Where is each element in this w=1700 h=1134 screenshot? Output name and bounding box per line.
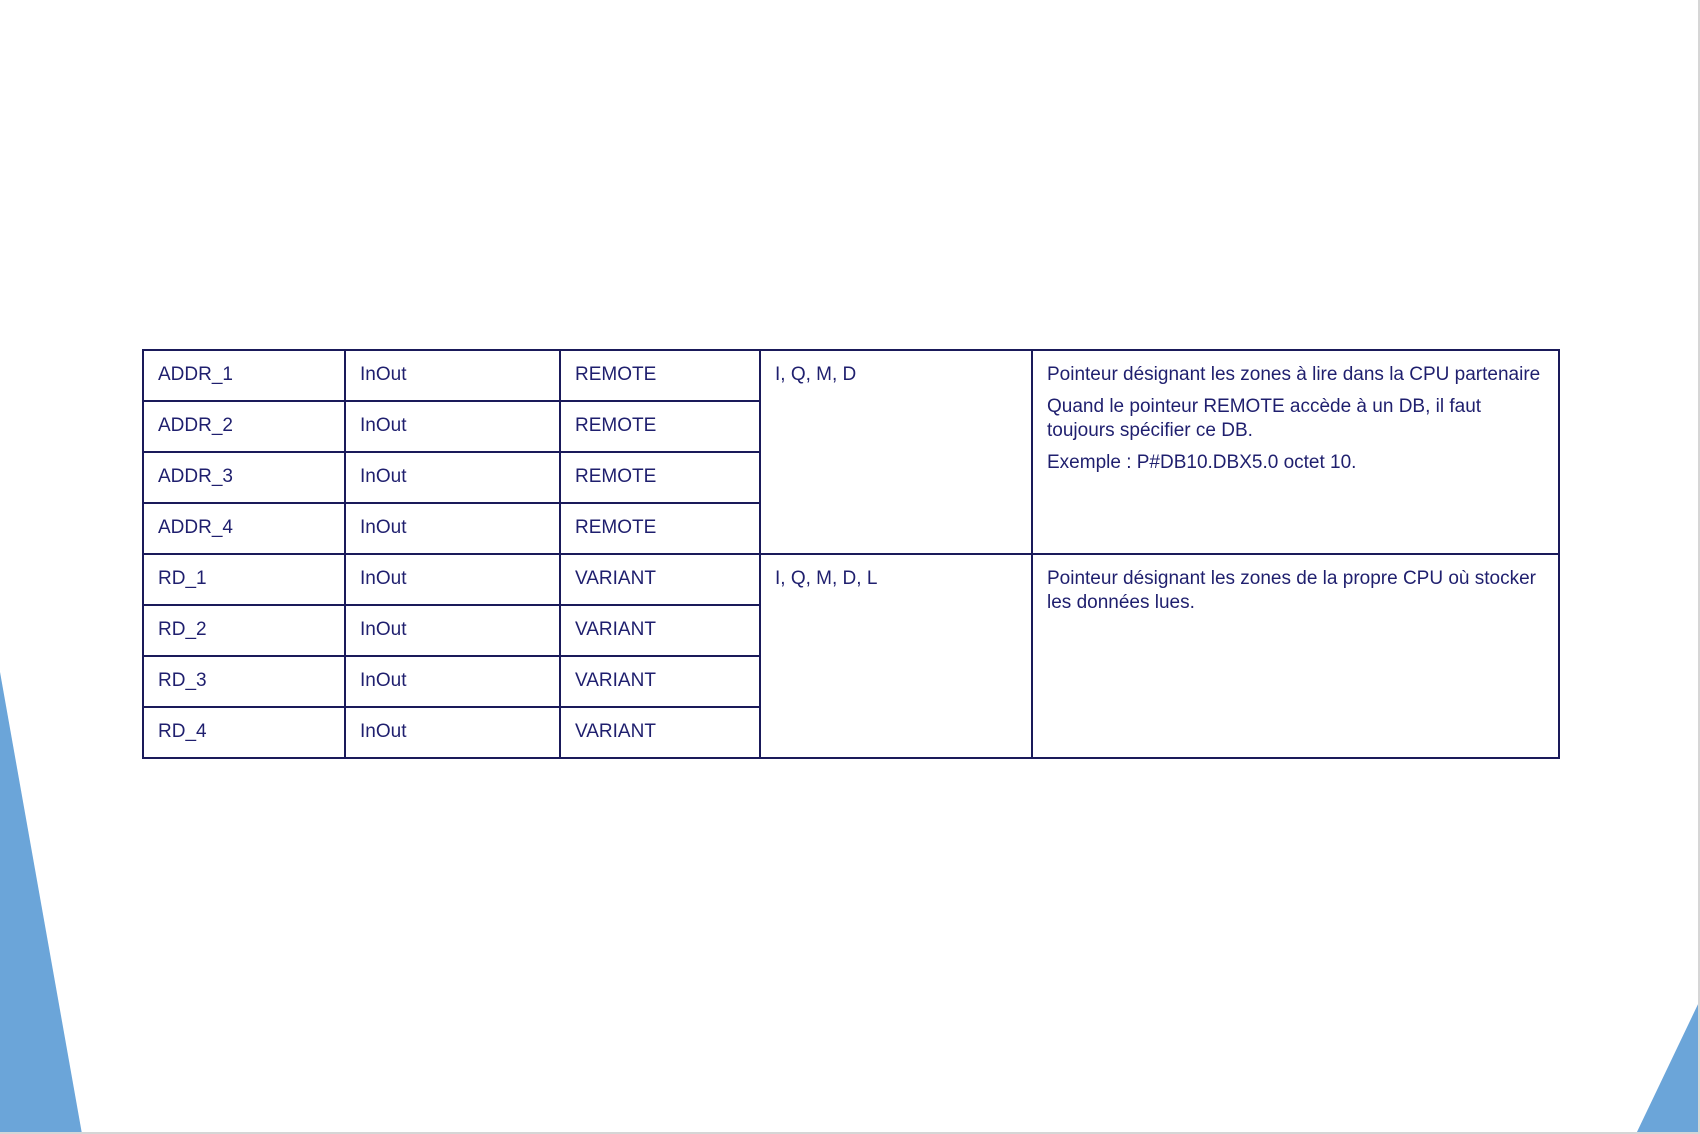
- param-kind-cell: [345, 350, 560, 401]
- param-kind: InOut: [360, 721, 407, 742]
- description-cell: [1032, 350, 1559, 554]
- param-type: REMOTE: [575, 517, 657, 538]
- param-type-cell: [560, 656, 760, 707]
- memory-areas: I, Q, M, D, L: [775, 568, 878, 589]
- param-type: VARIANT: [575, 619, 656, 640]
- param-kind-cell: [345, 605, 560, 656]
- description-cell: [1032, 554, 1559, 758]
- param-kind: InOut: [360, 619, 407, 640]
- param-type-cell: [560, 503, 760, 554]
- param-name: ADDR_1: [158, 364, 233, 385]
- parameters-table: [142, 349, 1560, 759]
- param-name: ADDR_2: [158, 415, 233, 436]
- memory-areas: I, Q, M, D: [775, 364, 857, 385]
- param-type-cell: [560, 707, 760, 758]
- param-kind-cell: [345, 656, 560, 707]
- param-name-cell: [143, 401, 345, 452]
- param-name-cell: [143, 350, 345, 401]
- param-kind: InOut: [360, 364, 407, 385]
- param-type: REMOTE: [575, 364, 657, 385]
- param-name-cell: [143, 554, 345, 605]
- memory-areas-cell: [760, 554, 1032, 758]
- param-kind-cell: [345, 503, 560, 554]
- param-kind-cell: [345, 401, 560, 452]
- param-name-cell: [143, 707, 345, 758]
- param-kind-cell: [345, 707, 560, 758]
- param-name: RD_2: [158, 619, 207, 640]
- param-kind: InOut: [360, 415, 407, 436]
- description-line: Pointeur désignant les zones de la propre CPU où stocker les données lues.: [1047, 568, 1536, 613]
- param-name-cell: [143, 503, 345, 554]
- param-name-cell: [143, 452, 345, 503]
- param-kind: InOut: [360, 568, 407, 589]
- param-kind-cell: [345, 452, 560, 503]
- param-type: REMOTE: [575, 415, 657, 436]
- param-name: RD_3: [158, 670, 207, 691]
- param-type-cell: [560, 605, 760, 656]
- param-kind: InOut: [360, 670, 407, 691]
- param-type-cell: [560, 401, 760, 452]
- param-type: VARIANT: [575, 721, 656, 742]
- right-accent-shape: [1636, 1000, 1700, 1134]
- param-kind: InOut: [360, 517, 407, 538]
- left-accent-shape: [0, 672, 82, 1134]
- param-kind-cell: [345, 554, 560, 605]
- param-type: REMOTE: [575, 466, 657, 487]
- description-line: Quand le pointeur REMOTE accède à un DB, il faut toujours spécifier ce DB.: [1047, 396, 1482, 441]
- param-type-cell: [560, 554, 760, 605]
- param-name-cell: [143, 656, 345, 707]
- param-kind: InOut: [360, 466, 407, 487]
- table-row: [143, 554, 1559, 605]
- param-name: RD_1: [158, 568, 207, 589]
- table-row: [143, 350, 1559, 401]
- param-type-cell: [560, 452, 760, 503]
- memory-areas-cell: [760, 350, 1032, 554]
- description-line: Exemple : P#DB10.DBX5.0 octet 10.: [1047, 452, 1357, 473]
- param-name: ADDR_4: [158, 517, 233, 538]
- param-name: RD_4: [158, 721, 207, 742]
- param-name: ADDR_3: [158, 466, 233, 487]
- param-type: VARIANT: [575, 568, 656, 589]
- description-line: Pointeur désignant les zones à lire dans la CPU partenaire: [1047, 364, 1541, 385]
- param-type: VARIANT: [575, 670, 656, 691]
- param-name-cell: [143, 605, 345, 656]
- param-type-cell: [560, 350, 760, 401]
